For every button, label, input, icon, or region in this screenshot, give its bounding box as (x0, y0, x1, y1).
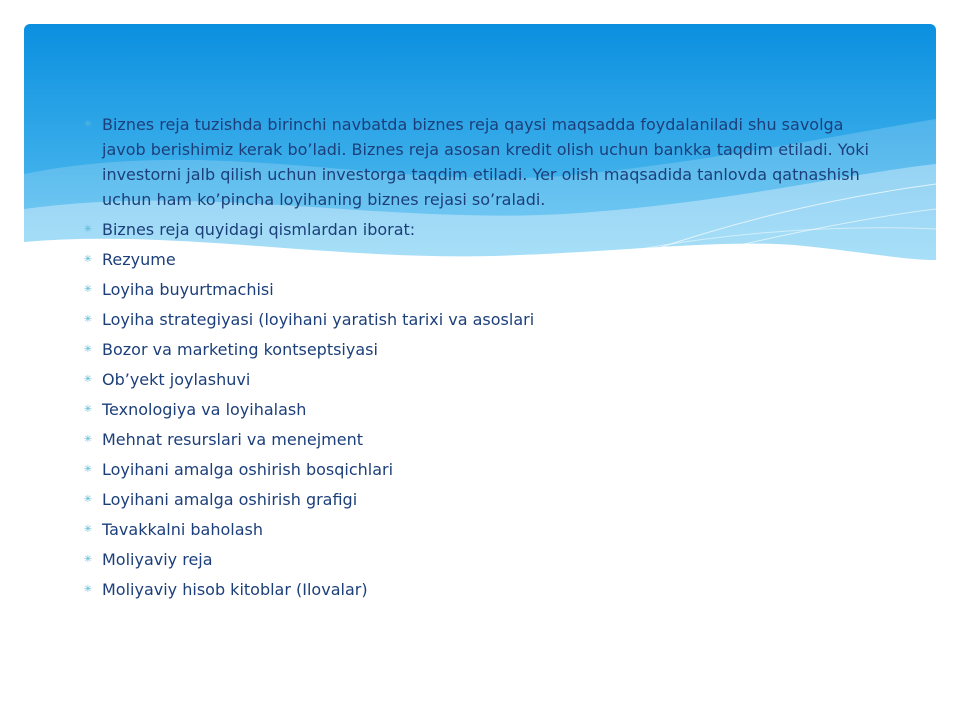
asterisk-bullet-icon: ✳ (83, 404, 93, 415)
list-item (82, 547, 872, 572)
asterisk-bullet-icon: ✳ (83, 314, 93, 325)
asterisk-bullet-icon: ✳ (83, 344, 93, 355)
content-area (82, 112, 872, 607)
list-item (82, 367, 872, 392)
asterisk-bullet-icon: ✳ (83, 254, 93, 265)
list-item (82, 307, 872, 332)
asterisk-bullet-icon: ✳ (83, 119, 93, 130)
bullet-text: Loyiha buyurtmachisi (102, 280, 274, 299)
asterisk-bullet-icon: ✳ (83, 434, 93, 445)
asterisk-bullet-icon: ✳ (83, 224, 93, 235)
bullet-text: Loyiha strategiyasi (loyihani yaratish tarixi va asoslari (102, 310, 535, 329)
list-item (82, 517, 872, 542)
bullet-text: Loyihani amalga oshirish bosqichlari (102, 460, 394, 479)
asterisk-bullet-icon: ✳ (83, 464, 93, 475)
bullet-text: Moliyaviy reja (102, 550, 213, 569)
list-item (82, 277, 872, 302)
bullet-text: Mehnat resurslari va menejment (102, 430, 363, 449)
list-item (82, 247, 872, 272)
bullet-text: Ob’yekt joylashuvi (102, 370, 251, 389)
list-item (82, 217, 872, 242)
asterisk-bullet-icon: ✳ (83, 284, 93, 295)
asterisk-bullet-icon: ✳ (83, 494, 93, 505)
bullet-text: Texnologiya va loyihalash (102, 400, 307, 419)
asterisk-bullet-icon: ✳ (83, 554, 93, 565)
bullet-text: Loyihani amalga oshirish grafigi (102, 490, 358, 509)
list-item (82, 337, 872, 362)
list-item (82, 457, 872, 482)
bullet-list (82, 112, 872, 602)
bullet-text: Bozor va marketing kontseptsiyasi (102, 340, 378, 359)
list-item (82, 427, 872, 452)
asterisk-bullet-icon: ✳ (83, 524, 93, 535)
list-item (82, 112, 872, 212)
bullet-text: Biznes reja quyidagi qismlardan iborat: (102, 220, 416, 239)
bullet-text: Biznes reja tuzishda birinchi navbatda biznes reja qaysi maqsadda foydalaniladi shu savolga javob berishimiz kerak bo’ladi. Biznes reja asosan kredit olish uchun bankka taqdim etiladi. Yoki investorni jalb qilish uchun investorga taqdim etiladi. Yer olish maqsadida tanlovda qatnashish uchun ham ko’pincha loyihaning biznes rejasi so’raladi. (102, 115, 869, 209)
list-item (82, 487, 872, 512)
bullet-text: Tavakkalni baholash (102, 520, 263, 539)
list-item (82, 577, 872, 602)
list-item (82, 397, 872, 422)
bullet-text: Moliyaviy hisob kitoblar (Ilovalar) (102, 580, 368, 599)
bullet-text: Rezyume (102, 250, 176, 269)
asterisk-bullet-icon: ✳ (83, 584, 93, 595)
asterisk-bullet-icon: ✳ (83, 374, 93, 385)
